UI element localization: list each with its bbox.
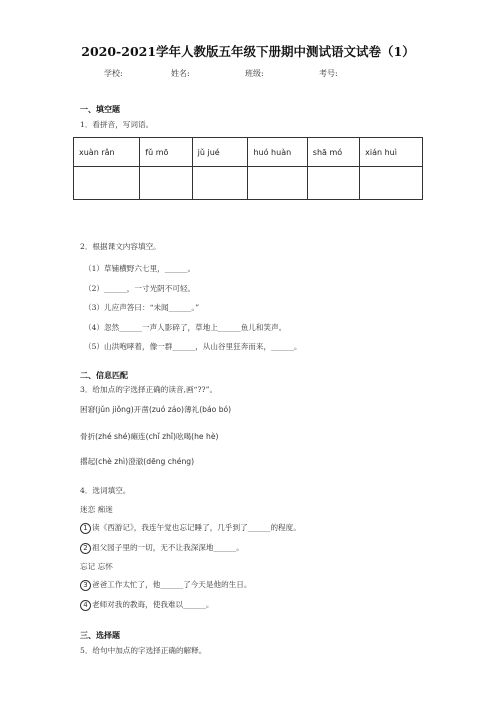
- pinyin-cell: xián huì: [360, 138, 423, 167]
- q4-word-choices-2: 忘记 忘怀: [80, 562, 113, 571]
- circled-number: 1: [80, 523, 91, 534]
- q4-item-2: 2 祖父园子里的一切，无不让我深深地______。: [80, 542, 244, 554]
- answer-cell[interactable]: [360, 167, 423, 200]
- class-label: 班级:: [245, 69, 264, 78]
- q4-item-3: 3 爸爸工作太忙了，他______了今天是他的生日。: [80, 579, 251, 591]
- q2-item-4: （4）忽然______一声人影碎了，草地上______鱼儿和笑声。: [84, 323, 287, 332]
- q2-item-3: （3）儿应声答曰：“未闻______。”: [84, 303, 200, 312]
- name-label: 姓名:: [171, 69, 190, 78]
- answer-cell[interactable]: [307, 167, 359, 200]
- school-label: 学校:: [104, 69, 123, 78]
- section-heading-fill-in: 一、填空题: [80, 104, 120, 114]
- q3-line-3: 撂起(chè zhì)澄澈(dēng chéng): [80, 457, 195, 466]
- question-4-prompt: 4．选词填空。: [80, 486, 131, 495]
- q3-line-1: 困窘(jǔn jiǒng)开凿(zuó záo)薄礼(báo bó): [80, 405, 232, 414]
- question-5-prompt: 5．给句中加点的字选择正确的解释。: [80, 646, 207, 655]
- pinyin-cell: fǔ mō: [140, 138, 192, 167]
- answer-cell[interactable]: [74, 167, 140, 200]
- circled-number: 3: [80, 580, 91, 591]
- section-heading-choice: 三、选择题: [80, 630, 120, 640]
- pinyin-cell: huó huàn: [248, 138, 307, 167]
- q2-item-1: （1）草铺横野六七里，______。: [84, 264, 196, 273]
- pinyin-answer-table: [73, 137, 423, 200]
- q2-item-5: （5）山洪咆哮着，像一群______，从山谷里狂奔而来，______。: [84, 342, 302, 351]
- answer-cell[interactable]: [248, 167, 307, 200]
- page-title: 2020-2021学年人教版五年级下册期中测试语文试卷（1）: [81, 44, 415, 59]
- q2-item-2: （2）______，一寸光阴不可轻。: [84, 284, 196, 293]
- q3-line-2: 骨折(zhé shé)瘫连(chǐ zhǐ)吆喝(he hè): [80, 432, 219, 441]
- q4-item-1: 1 读《西游记》，我连午觉也忘记睡了，几乎到了______的程度。: [80, 522, 301, 534]
- section-heading-matching: 二、信息匹配: [80, 370, 128, 380]
- pinyin-cell: xuàn rǎn: [74, 138, 140, 167]
- circled-number: 2: [80, 543, 91, 554]
- number-label: 考号:: [319, 69, 338, 78]
- question-3-prompt: 3．给加点的字选择正确的读音,画“??”。: [80, 385, 218, 394]
- answer-cell[interactable]: [192, 167, 248, 200]
- pinyin-cell: jǔ jué: [192, 138, 248, 167]
- q4-item-4: 4 老师对我的教诲，使我难以______。: [80, 599, 214, 611]
- circled-number: 4: [80, 600, 91, 611]
- q4-word-choices-1: 迷恋 痴迷: [80, 505, 113, 514]
- question-1-prompt: 1．看拼音，写词语。: [80, 120, 154, 129]
- answer-cell[interactable]: [140, 167, 192, 200]
- question-2-prompt: 2．根据课文内容填空。: [80, 242, 161, 251]
- pinyin-cell: shā mó: [307, 138, 359, 167]
